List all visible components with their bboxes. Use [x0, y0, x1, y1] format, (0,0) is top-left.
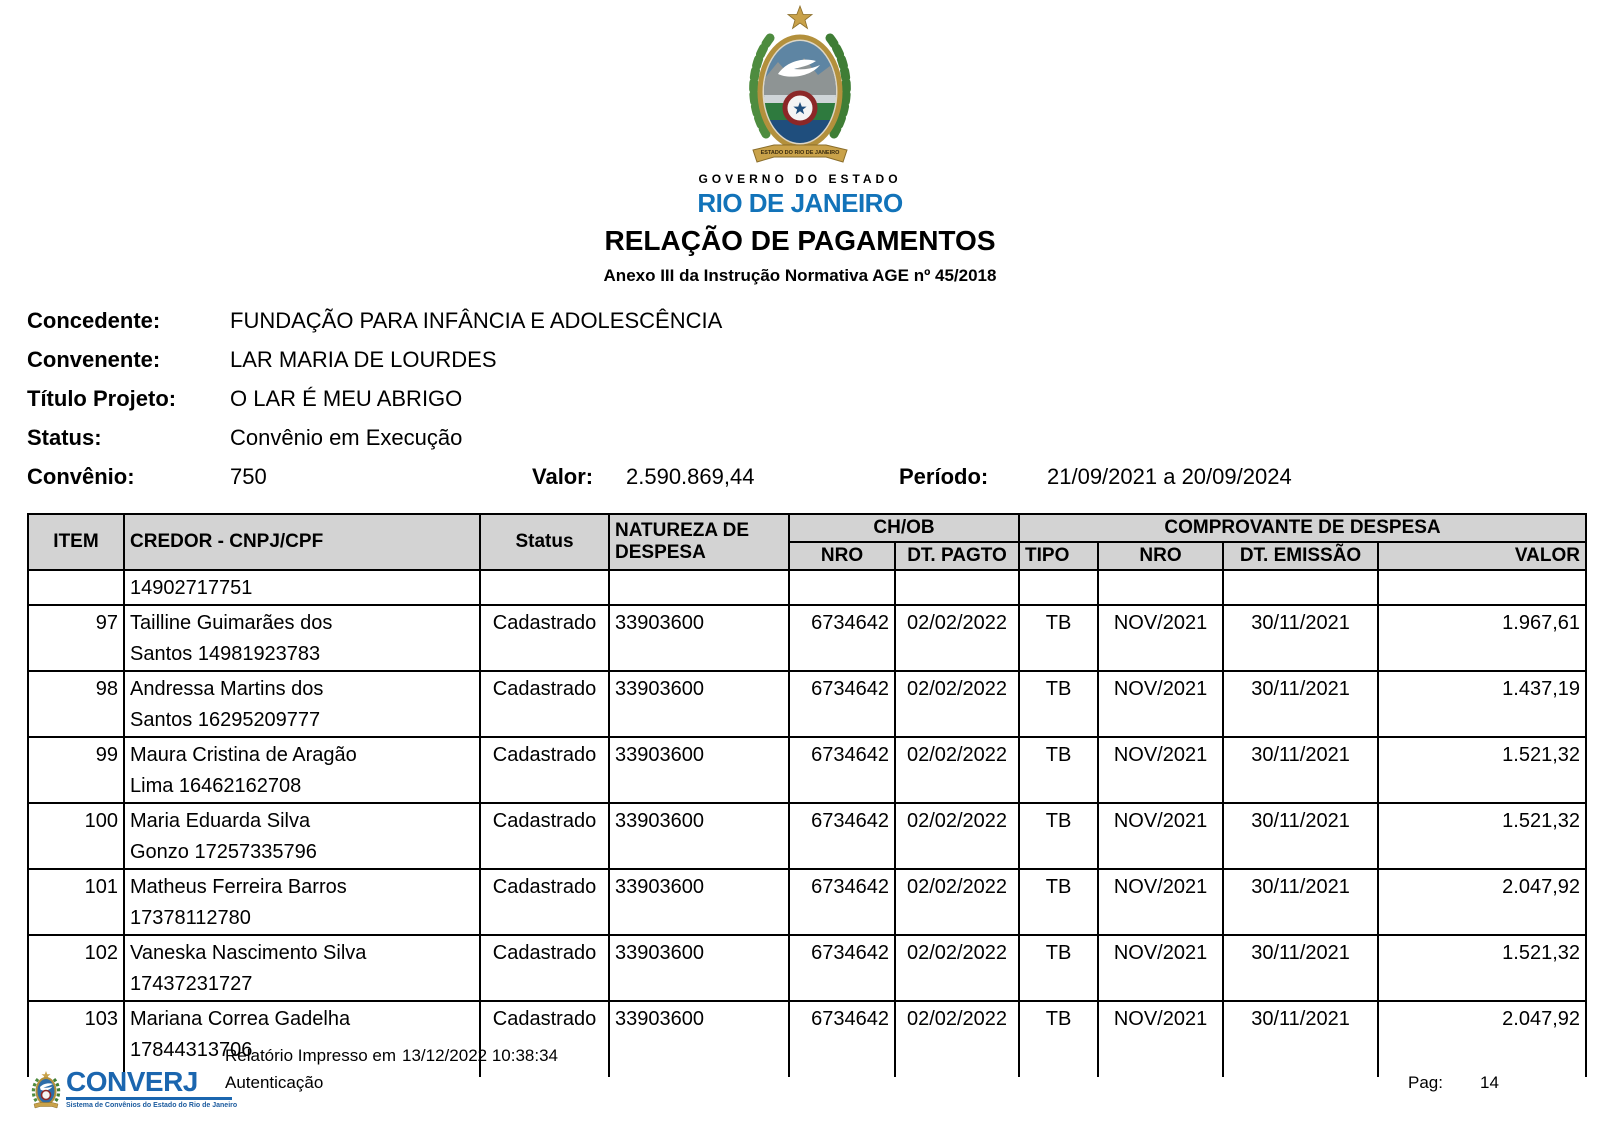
cell-tipo: TB: [1019, 935, 1098, 1001]
valor-label: Valor:: [532, 464, 594, 489]
col-header-status: Status: [480, 514, 609, 570]
payments-table: [27, 513, 1587, 1077]
cell-comp-nro: NOV/2021: [1098, 671, 1223, 737]
convenente-value: LAR MARIA DE LOURDES: [230, 347, 497, 372]
status-label: Status:: [27, 425, 102, 450]
table-row: [28, 737, 1586, 803]
cell-chob-nro: 6734642: [789, 803, 895, 869]
cell-natureza-despesa: 33903600: [609, 605, 789, 671]
col-header-item: ITEM: [28, 514, 124, 570]
cell-item: 97: [28, 605, 124, 671]
col-header-dt-pagto: DT. PAGTO: [895, 542, 1019, 570]
cell-dt-emissao: 30/11/2021: [1223, 1001, 1378, 1077]
credor-cpf-line: 17437231727: [130, 973, 253, 995]
ribbon-text: ESTADO DO RIO DE JANEIRO: [760, 150, 840, 156]
cell-chob-nro: 6734642: [789, 605, 895, 671]
star-icon: [788, 6, 812, 29]
cell-valor: 1.521,32: [1378, 935, 1586, 1001]
table-row: [28, 869, 1586, 935]
cell-comp-nro: [1098, 570, 1223, 605]
cell-item: 100: [28, 803, 124, 869]
meta-row-concedente: [27, 308, 1587, 332]
cell-comp-nro: NOV/2021: [1098, 803, 1223, 869]
cell-valor: 1.967,61: [1378, 605, 1586, 671]
col-header-comp-nro: NRO: [1098, 542, 1223, 570]
cell-item: 98: [28, 671, 124, 737]
cell-dt-pagto: 02/02/2022: [895, 869, 1019, 935]
credor-name-line: Tailline Guimarães dos: [130, 612, 333, 634]
col-group-comprovante: COMPROVANTE DE DESPESA: [1019, 514, 1586, 542]
cell-comp-nro: NOV/2021: [1098, 935, 1223, 1001]
credor-cpf-line: Gonzo 17257335796: [130, 841, 317, 863]
periodo-value: 21/09/2021 a 20/09/2024: [1047, 464, 1292, 489]
table-row: [28, 803, 1586, 869]
cell-natureza-despesa: 33903600: [609, 1001, 789, 1077]
cell-natureza-despesa: [609, 570, 789, 605]
cell-chob-nro: 6734642: [789, 869, 895, 935]
cell-item: 102: [28, 935, 124, 1001]
cell-credor: [124, 869, 480, 935]
cell-item: [28, 570, 124, 605]
cell-item: 101: [28, 869, 124, 935]
cell-chob-nro: 6734642: [789, 935, 895, 1001]
concedente-value: FUNDAÇÃO PARA INFÂNCIA E ADOLESCÊNCIA: [230, 308, 723, 333]
credor-cpf-line: Santos 16295209777: [130, 709, 321, 731]
cell-valor: 2.047,92: [1378, 869, 1586, 935]
cell-chob-nro: 6734642: [789, 737, 895, 803]
col-header-natureza: NATUREZA DE DESPESA: [609, 514, 789, 570]
col-group-chob: CH/OB: [789, 514, 1019, 542]
cell-tipo: [1019, 570, 1098, 605]
convenio-meta: [27, 308, 1587, 503]
periodo-label: Período:: [899, 464, 989, 489]
cell-status: [480, 570, 609, 605]
cell-comp-nro: NOV/2021: [1098, 869, 1223, 935]
autenticacao-label: Autenticação: [225, 1073, 324, 1092]
page-number: [1408, 1073, 1499, 1093]
cell-credor: [124, 935, 480, 1001]
cell-dt-emissao: 30/11/2021: [1223, 935, 1378, 1001]
cell-tipo: TB: [1019, 671, 1098, 737]
credor-name-line: Matheus Ferreira Barros: [130, 876, 347, 898]
cell-dt-emissao: 30/11/2021: [1223, 671, 1378, 737]
cell-status: Cadastrado: [480, 935, 609, 1001]
col-header-credor: CREDOR - CNPJ/CPF: [124, 514, 480, 570]
cell-natureza-despesa: 33903600: [609, 671, 789, 737]
cell-dt-pagto: 02/02/2022: [895, 671, 1019, 737]
credor-name-line: Vaneska Nascimento Silva: [130, 942, 367, 964]
credor-name-line: Maura Cristina de Aragão: [130, 744, 357, 766]
page-value: 14: [1480, 1073, 1499, 1092]
printed-datetime: 13/12/2022 10:38:34: [402, 1046, 558, 1065]
cell-tipo: TB: [1019, 803, 1098, 869]
cell-dt-pagto: 02/02/2022: [895, 1001, 1019, 1077]
cell-tipo: TB: [1019, 869, 1098, 935]
cell-dt-pagto: 02/02/2022: [895, 935, 1019, 1001]
cell-natureza-despesa: 33903600: [609, 869, 789, 935]
col-header-chob-nro: NRO: [789, 542, 895, 570]
table-body: [28, 570, 1586, 1077]
cell-item: 103: [28, 1001, 124, 1077]
credor-cpf-line: Lima 16462162708: [130, 775, 302, 797]
cell-chob-nro: [789, 570, 895, 605]
cell-status: Cadastrado: [480, 869, 609, 935]
meta-row-convenente: [27, 347, 1587, 371]
titulo-projeto-label: Título Projeto:: [27, 386, 177, 411]
cell-credor: [124, 737, 480, 803]
cell-credor: [124, 570, 480, 605]
credor-cpf-line: 17378112780: [130, 907, 251, 929]
col-header-dt-emissao: DT. EMISSÃO: [1223, 542, 1378, 570]
converj-rule: [66, 1097, 232, 1100]
cell-chob-nro: 6734642: [789, 1001, 895, 1077]
ribbon-icon: [34, 1103, 58, 1109]
cell-comp-nro: NOV/2021: [1098, 1001, 1223, 1077]
credor-name-line: Mariana Correa Gadelha: [130, 1008, 351, 1030]
cell-tipo: TB: [1019, 605, 1098, 671]
printed-info: [225, 1046, 558, 1066]
page-subtitle: Anexo III da Instrução Normativa AGE nº 45/2018: [603, 266, 997, 285]
rio-de-janeiro-text: RIO DE JANEIRO: [697, 188, 903, 218]
converj-tagline: Sistema de Convênios do Estado do Rio de Janeiro: [66, 1102, 238, 1109]
cell-dt-emissao: [1223, 570, 1378, 605]
table-row: [28, 570, 1586, 605]
cell-credor: [124, 803, 480, 869]
cell-valor: 1.521,32: [1378, 803, 1586, 869]
table-row: [28, 671, 1586, 737]
page-title: RELAÇÃO DE PAGAMENTOS: [604, 225, 996, 256]
cell-natureza-despesa: 33903600: [609, 935, 789, 1001]
credor-name-line: 14902717751: [130, 577, 253, 599]
cell-comp-nro: NOV/2021: [1098, 737, 1223, 803]
credor-name-line: Maria Eduarda Silva: [130, 810, 311, 832]
cell-status: Cadastrado: [480, 803, 609, 869]
cell-natureza-despesa: 33903600: [609, 803, 789, 869]
converj-emblem-icon: [30, 1070, 62, 1110]
cell-status: Cadastrado: [480, 737, 609, 803]
cell-dt-emissao: 30/11/2021: [1223, 803, 1378, 869]
cell-valor: [1378, 570, 1586, 605]
cell-tipo: TB: [1019, 737, 1098, 803]
cell-valor: 1.521,32: [1378, 737, 1586, 803]
state-coat-of-arms-icon: [734, 4, 866, 166]
cell-item: 99: [28, 737, 124, 803]
cell-status: Cadastrado: [480, 1001, 609, 1077]
credor-cpf-line: Santos 14981923783: [130, 643, 321, 665]
report-header: [0, 0, 1600, 286]
col-header-tipo: TIPO: [1019, 542, 1098, 570]
credor-cpf-line: 17844313706: [130, 1039, 253, 1061]
convenio-label: Convênio:: [27, 464, 135, 489]
convenio-value: 750: [230, 464, 267, 489]
cell-tipo: TB: [1019, 1001, 1098, 1077]
cell-status: Cadastrado: [480, 605, 609, 671]
cell-comp-nro: NOV/2021: [1098, 605, 1223, 671]
cell-dt-pagto: 02/02/2022: [895, 605, 1019, 671]
meta-row-convenio: [27, 464, 1587, 488]
cell-natureza-despesa: 33903600: [609, 737, 789, 803]
table-row: [28, 605, 1586, 671]
valor-value: 2.590.869,44: [626, 464, 755, 489]
cell-chob-nro: 6734642: [789, 671, 895, 737]
col-header-valor: VALOR: [1378, 542, 1586, 570]
cell-valor: 2.047,92: [1378, 1001, 1586, 1077]
meta-row-titulo-projeto: [27, 386, 1587, 410]
converj-wordmark: CONVERJ: [66, 1066, 198, 1097]
cell-status: Cadastrado: [480, 671, 609, 737]
table-row: [28, 935, 1586, 1001]
printed-label: Relatório Impresso em: [225, 1046, 397, 1065]
page-label: Pag:: [1408, 1073, 1443, 1092]
convenente-label: Convenente:: [27, 347, 161, 372]
status-value: Convênio em Execução: [230, 425, 463, 450]
table-header: [28, 514, 1586, 570]
meta-row-status: [27, 425, 1587, 449]
credor-name-line: Andressa Martins dos: [130, 678, 324, 700]
concedente-label: Concedente:: [27, 308, 161, 333]
titulo-projeto-value: O LAR É MEU ABRIGO: [230, 386, 463, 411]
cell-dt-pagto: 02/02/2022: [895, 737, 1019, 803]
cell-dt-emissao: 30/11/2021: [1223, 737, 1378, 803]
cell-credor: [124, 605, 480, 671]
cell-valor: 1.437,19: [1378, 671, 1586, 737]
governo-do-estado-text: GOVERNO DO ESTADO: [698, 172, 902, 186]
cell-credor: [124, 671, 480, 737]
cell-dt-emissao: 30/11/2021: [1223, 605, 1378, 671]
cell-dt-pagto: [895, 570, 1019, 605]
cell-dt-pagto: 02/02/2022: [895, 803, 1019, 869]
cell-dt-emissao: 30/11/2021: [1223, 869, 1378, 935]
